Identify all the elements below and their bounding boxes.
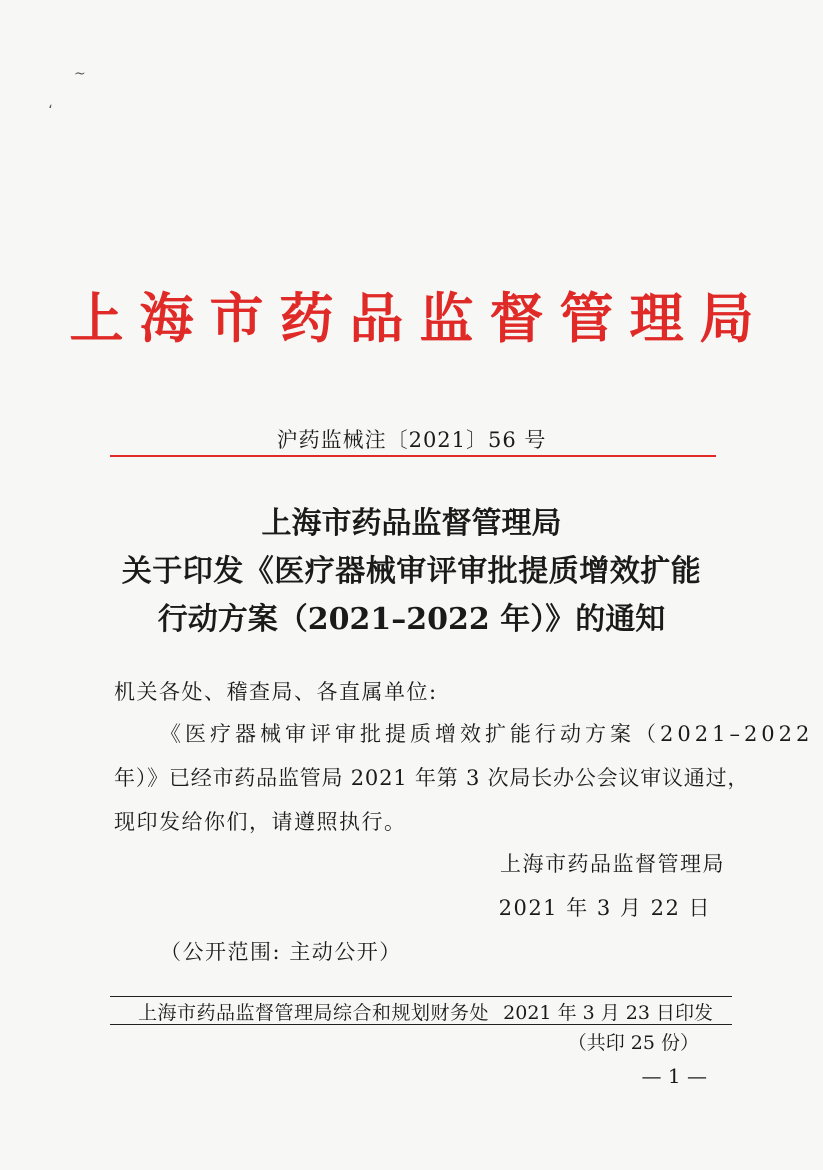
title-line-2: 关于印发《医疗器械审评审批提质增效扩能	[121, 554, 702, 589]
footer-rule-bottom	[110, 1024, 732, 1025]
disclosure-scope: （公开范围: 主动公开）	[160, 940, 402, 964]
body-line-1: 《医疗器械审评审批提质增效扩能行动方案（2021–2022	[160, 722, 814, 746]
scan-mark: ~	[74, 66, 86, 82]
title-line-1: 上海市药品监督管理局	[261, 506, 562, 541]
footer-copies: （共印 25 份）	[567, 1032, 699, 1054]
footer-rule-top	[110, 996, 732, 997]
signature-organization: 上海市药品监督管理局	[500, 852, 725, 876]
title-line-3: 行动方案（2021–2022 年）》的通知	[157, 602, 666, 637]
signature-date: 2021 年 3 月 22 日	[498, 896, 711, 920]
red-divider	[110, 455, 716, 457]
body-line-3: 现印发给你们，请遵照执行。	[114, 810, 407, 834]
issuer-header: 上海市药品监督管理局	[69, 286, 770, 350]
document-number: 沪药监械注〔2021〕56 号	[276, 428, 547, 452]
footer-print-date: 2021 年 3 月 23 日印发	[503, 1002, 713, 1024]
scan-mark: ،	[48, 96, 53, 112]
body-line-2: 年）》已经市药品监管局 2021 年第 3 次局长办公会议审议通过，	[114, 766, 750, 790]
footer-issuing-office: 上海市药品监督管理局综合和规划财务处	[138, 1002, 490, 1024]
page-number: — 1 —	[641, 1064, 707, 1088]
addressee: 机关各处、稽查局、各直属单位:	[114, 680, 438, 704]
